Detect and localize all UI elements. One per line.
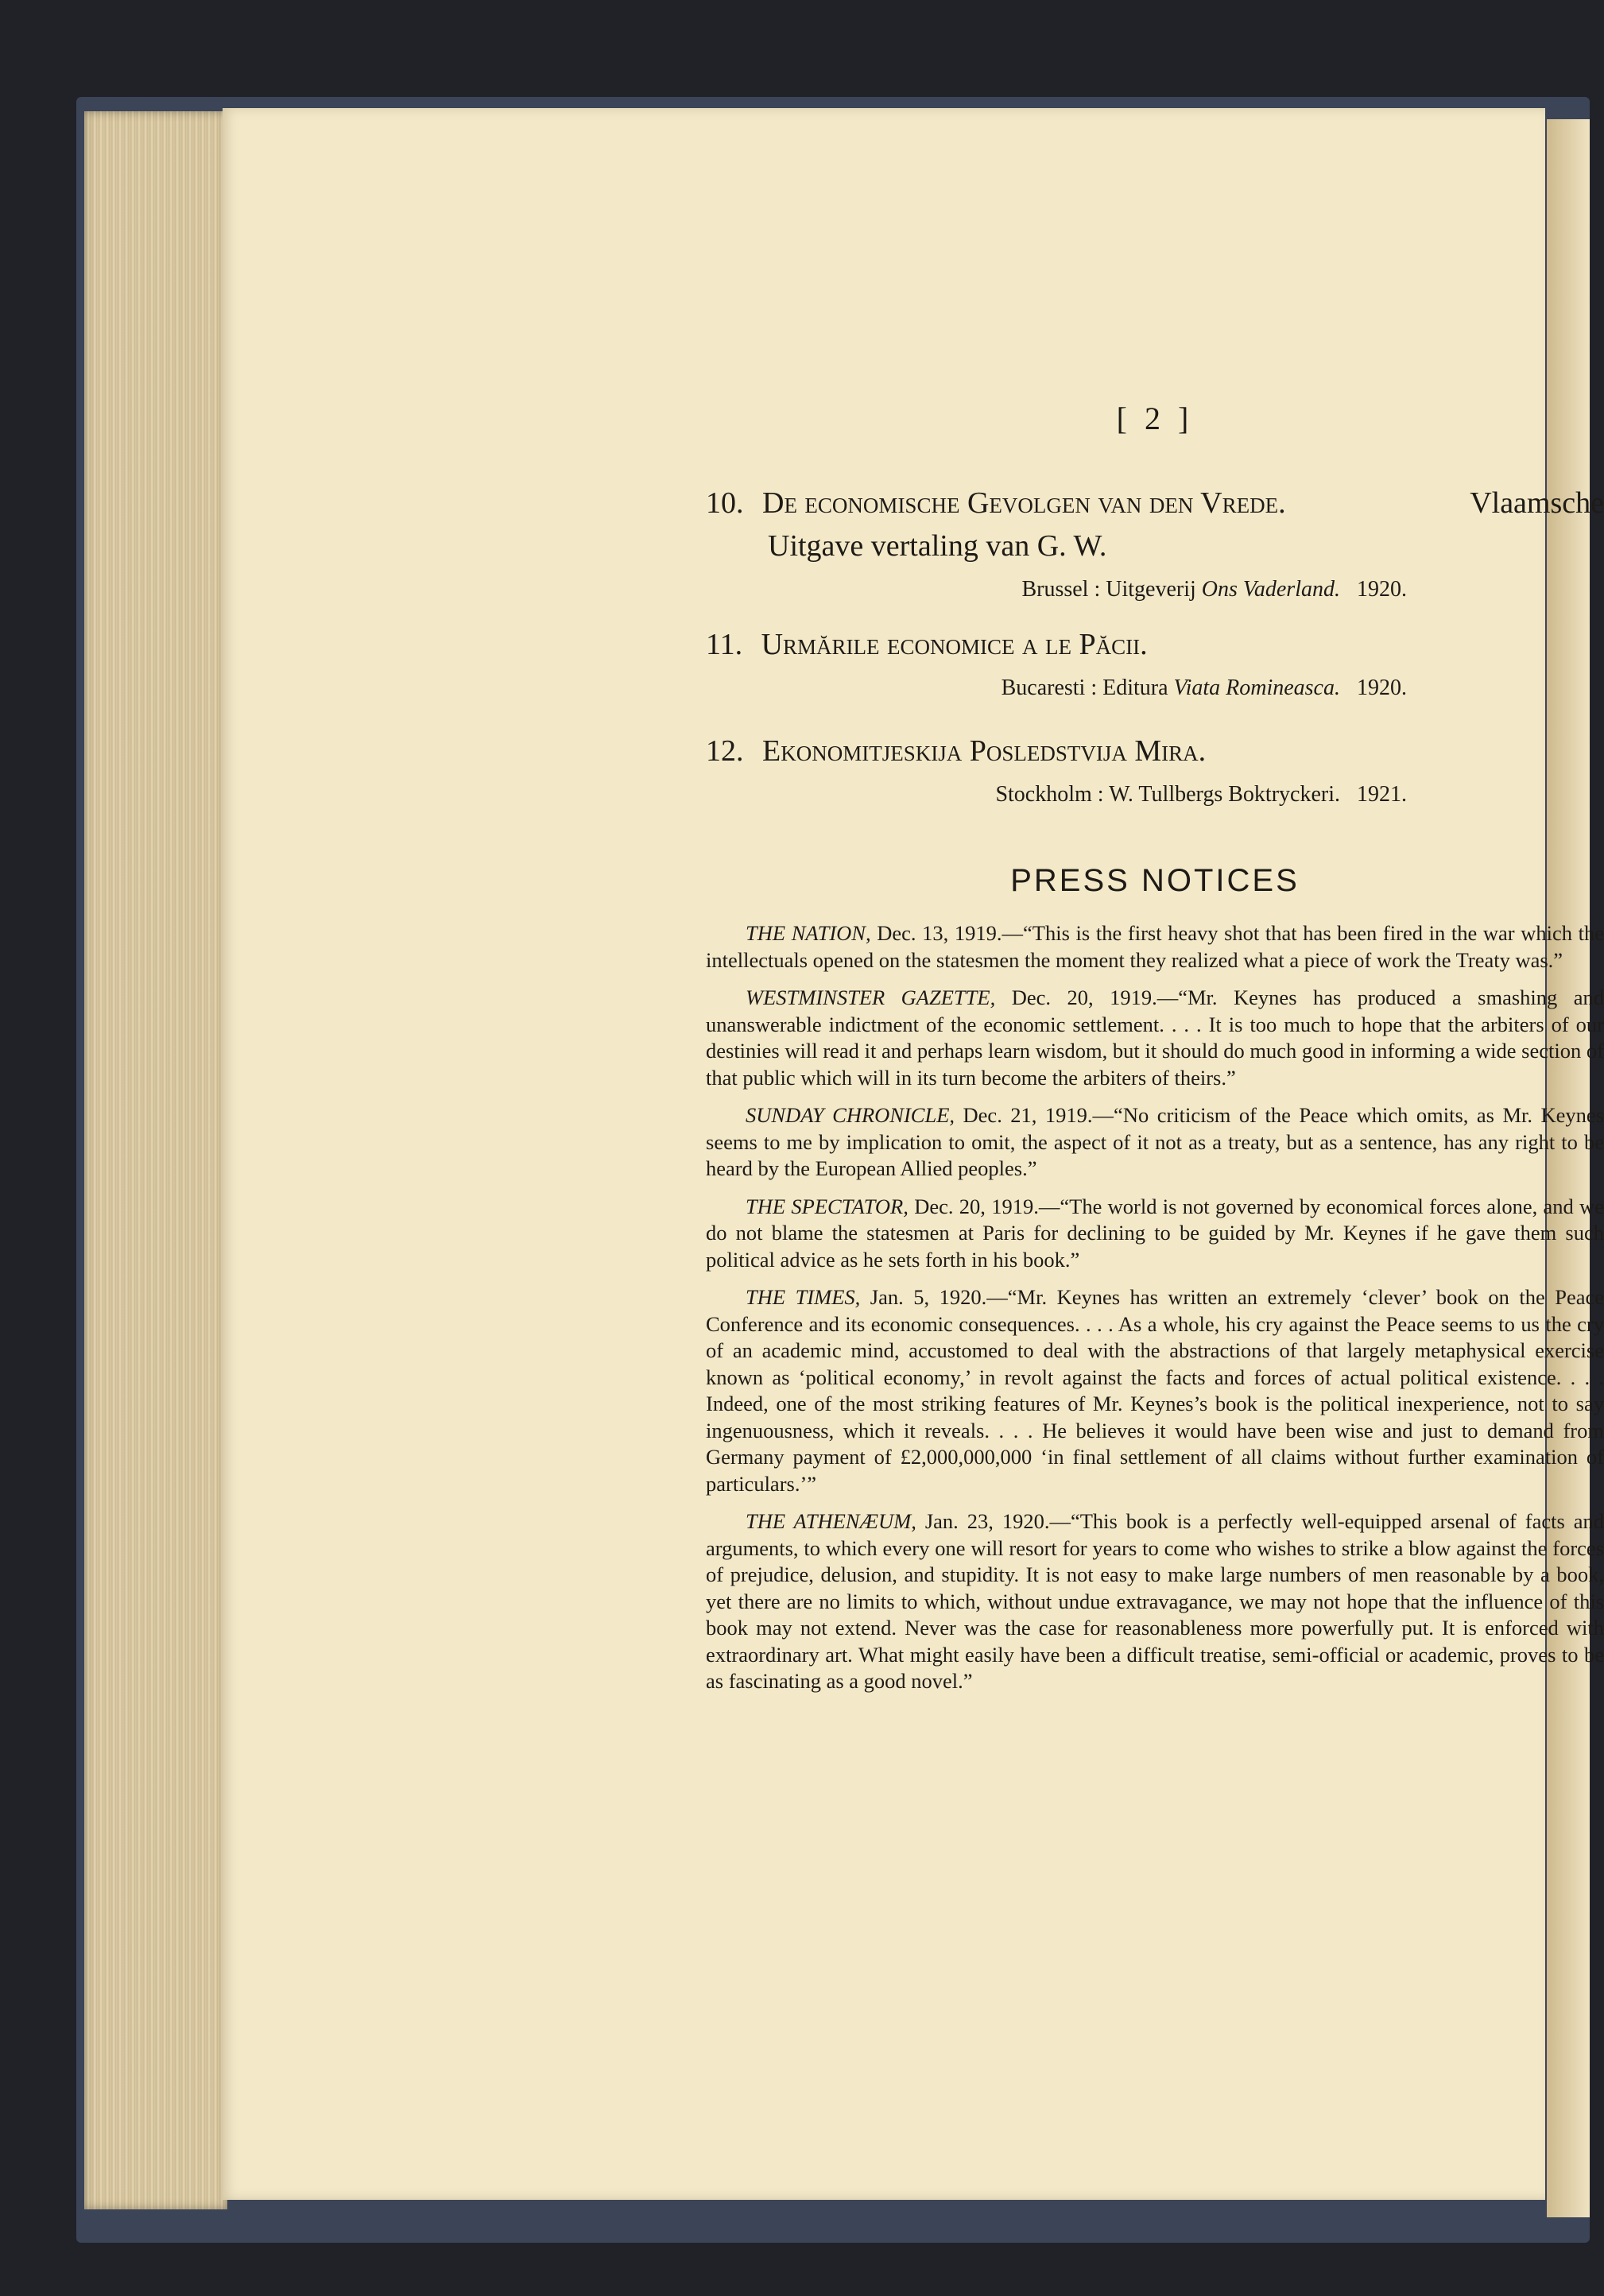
notice-source: THE ATHENÆUM, xyxy=(746,1509,916,1533)
entry-title-continuation: Uitgave vertaling van G. W. xyxy=(768,529,1107,563)
entry-publication xyxy=(706,577,1604,602)
entry-title: De economische Gevolgen van den Vrede. xyxy=(762,486,1286,520)
entry-publication xyxy=(706,782,1604,807)
press-notices xyxy=(706,920,1604,1706)
entry-title: Ekonomitjeskija Posledstvija Mira. xyxy=(762,734,1207,768)
entry-place: Bucaresti : xyxy=(1001,676,1098,700)
entry-publisher-italic: Ons Vaderland. xyxy=(1201,577,1340,602)
notice-source: THE TIMES, xyxy=(746,1285,861,1309)
press-notice xyxy=(706,985,1604,1091)
entry-publisher-italic: Viata Romineasca. xyxy=(1173,676,1340,700)
press-notice xyxy=(706,920,1604,974)
entry-year: 1920. xyxy=(1357,676,1407,700)
entry-publisher: W. Tullbergs Boktryckeri. xyxy=(1109,782,1340,807)
entry-title-suffix: Vlaamsche xyxy=(1470,486,1604,520)
notice-text: Dec. 21, 1919.—“No criticism of the Peace which omits, as Mr. Keynes seems to me by implication to omit, the aspect of it not as a treaty, but as a sentence, has any right to be heard by the European Allied peoples.” xyxy=(706,1103,1604,1180)
notice-source: THE SPECTATOR, xyxy=(746,1194,909,1218)
entry-year: 1920. xyxy=(1357,577,1407,602)
press-notice xyxy=(706,1284,1604,1497)
entry-number: 12. xyxy=(706,734,744,768)
translation-entry xyxy=(706,730,1604,807)
notice-text: Jan. 5, 1920.—“Mr. Keynes has written an extremely ‘clever’ book on the Peace Conference and its economic consequences. . . . As a whole, his cry against the Peace seems to us the cry of an academic mind, accustomed to deal with the abstractions of that largely metaphysical exercise known as ‘political economy,’ in revolt against the facts and forces of actual political existence. . . . Indeed, one of the most striking features of Mr. Keynes’s book is the political inexperience, not to say ingenuousness, which it reveals. . . . He believes it would have been wise and just to demand from Germany payment of £2,000,000,000 ‘in final settlement of all claims without further examination of particulars.’” xyxy=(706,1285,1604,1496)
page-number: [ 2 ] xyxy=(1116,401,1194,436)
notice-source: THE NATION, xyxy=(746,921,871,945)
page-edges xyxy=(84,111,227,2209)
press-notice xyxy=(706,1508,1604,1695)
entry-number: 10. xyxy=(706,486,744,520)
entry-number: 11. xyxy=(706,628,743,661)
translation-entry xyxy=(706,623,1604,701)
book-page xyxy=(223,108,1604,2200)
notice-text: Dec. 20, 1919.—“Mr. Keynes has produced a smashing and unanswerable indictment of the economic settlement. . . . It is too much to hope that the arbiters of our destinies will read it and perhaps learn wisdom, but it should do much good in informing a wide section of that public which will in its turn become the arbiters of theirs.” xyxy=(706,985,1604,1090)
notice-source: WESTMINSTER GAZETTE, xyxy=(746,985,996,1009)
entry-publication xyxy=(706,676,1604,701)
notice-source: SUNDAY CHRONICLE, xyxy=(746,1103,955,1127)
entry-year: 1921. xyxy=(1357,782,1407,807)
notice-text: Dec. 13, 1919.—“This is the first heavy shot that has been fired in the war which the intellectuals opened on the statesmen the moment they realized what a piece of work the Treaty was.” xyxy=(706,921,1604,972)
translation-entry xyxy=(706,482,1604,602)
press-notice xyxy=(706,1102,1604,1183)
entry-place: Stockholm : xyxy=(995,782,1104,807)
press-notice xyxy=(706,1194,1604,1274)
entry-title: Urmările economice a le Păcii. xyxy=(761,628,1148,661)
entry-place: Brussel : xyxy=(1021,577,1101,602)
entry-publisher: Editura xyxy=(1102,676,1168,700)
notice-text: Dec. 20, 1919.—“The world is not governed by economical forces alone, and we do not blame the statesmen at Paris for declining to be guided by Mr. Keynes if he gave them such political advice as he sets forth in his book.” xyxy=(706,1194,1604,1272)
notice-text: Jan. 23, 1920.—“This book is a perfectly well-equipped arsenal of facts and arguments, to which every one will resort for years to come who wishes to strike a blow against the forces of prejudice, delusion, and stupidity. It is not easy to make large numbers of men reasonable by a book, yet there are no limits to which, without undue extravagance, we may not hope that the influence of this book may not extend. Never was the case for reasonableness more powerfully put. It is enforced with extraordinary art. What might easily have been a difficult treatise, semi-official or academic, proves to be as fascinating as a good novel.” xyxy=(706,1509,1604,1693)
section-heading: PRESS NOTICES xyxy=(1010,863,1300,898)
entry-publisher: Uitgeverij xyxy=(1106,577,1196,602)
